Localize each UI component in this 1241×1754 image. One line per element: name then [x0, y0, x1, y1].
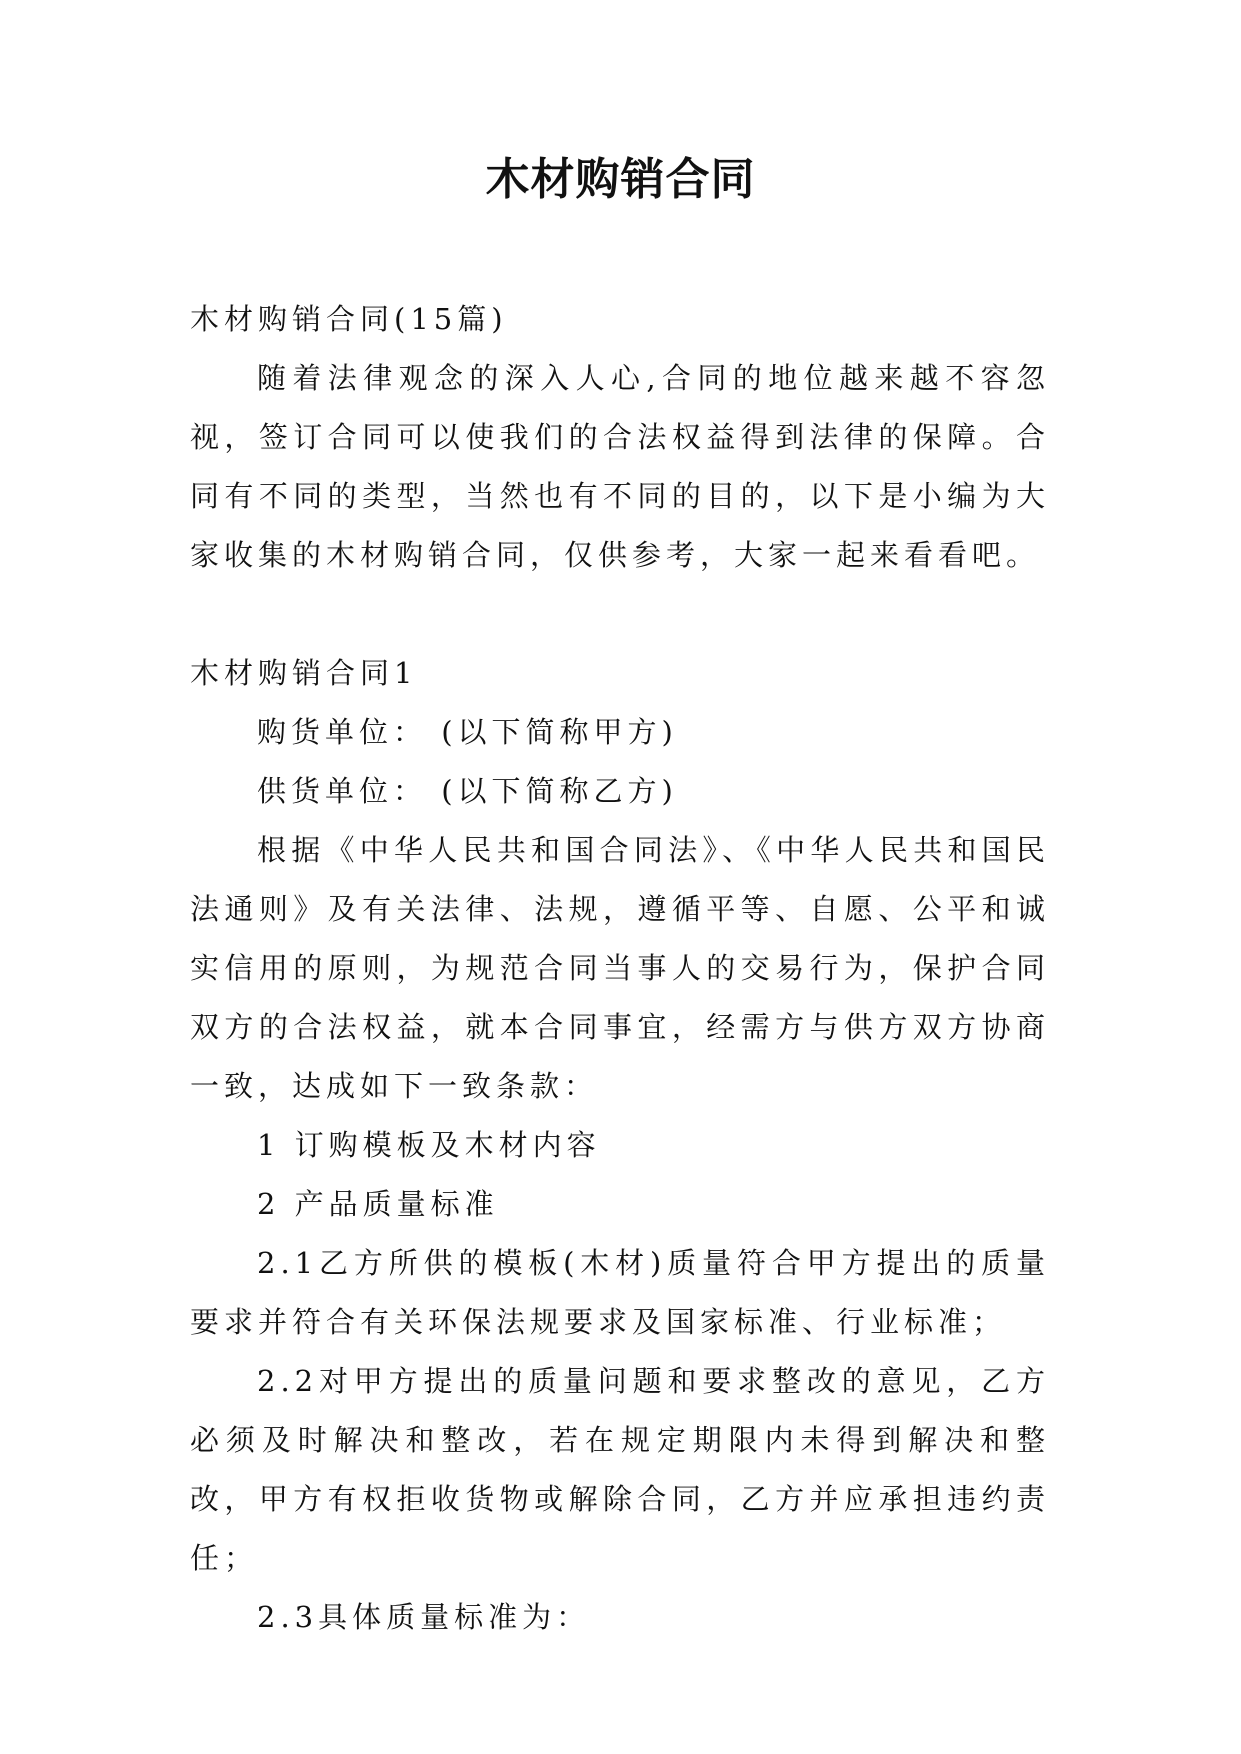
clause-1: 1 订购模板及木材内容 [257, 1128, 601, 1162]
clause-2-3: 2.3具体质量标准为： [257, 1600, 591, 1634]
supplier-line: 供货单位： (以下简称乙方) [257, 774, 678, 808]
clause-2: 2 产品质量标准 [257, 1187, 499, 1221]
contract-heading: 木材购销合同1 [190, 656, 418, 690]
document-title: 木材购销合同 [485, 154, 756, 205]
clause-2-2: 2.2对甲方提出的质量问题和要求整改的意见，乙方必须及时解决和整改，若在规定期限内未得到解决和整改，甲方有权拒收货物或解除合同，乙方并应承担违约责任； [190, 1364, 1050, 1575]
document-body [190, 290, 1050, 1647]
section-spacer [190, 585, 1050, 644]
preamble-paragraph: 根据《中华人民共和国合同法》、《中华人民共和国民法通则》及有关法律、法规，遵循平等、自愿、公平和诚实信用的原则，为规范合同当事人的交易行为，保护合同双方的合法权益，就本合同事宜，经需方与供方双方协商一致，达成如下一致条款： [190, 833, 1050, 1103]
intro-paragraph: 随着法律观念的深入人心,合同的地位越来越不容忽视，签订合同可以使我们的合法权益得到法律的保障。合同有不同的类型，当然也有不同的目的，以下是小编为大家收集的木材购销合同，仅供参考，大家一起来看看吧。 [190, 361, 1050, 572]
intro-heading: 木材购销合同(15篇) [190, 302, 508, 336]
clause-2-1: 2.1乙方所供的模板(木材)质量符合甲方提出的质量要求并符合有关环保法规要求及国家标准、行业标准； [190, 1246, 1050, 1339]
buyer-line: 购货单位： (以下简称甲方) [257, 715, 678, 749]
